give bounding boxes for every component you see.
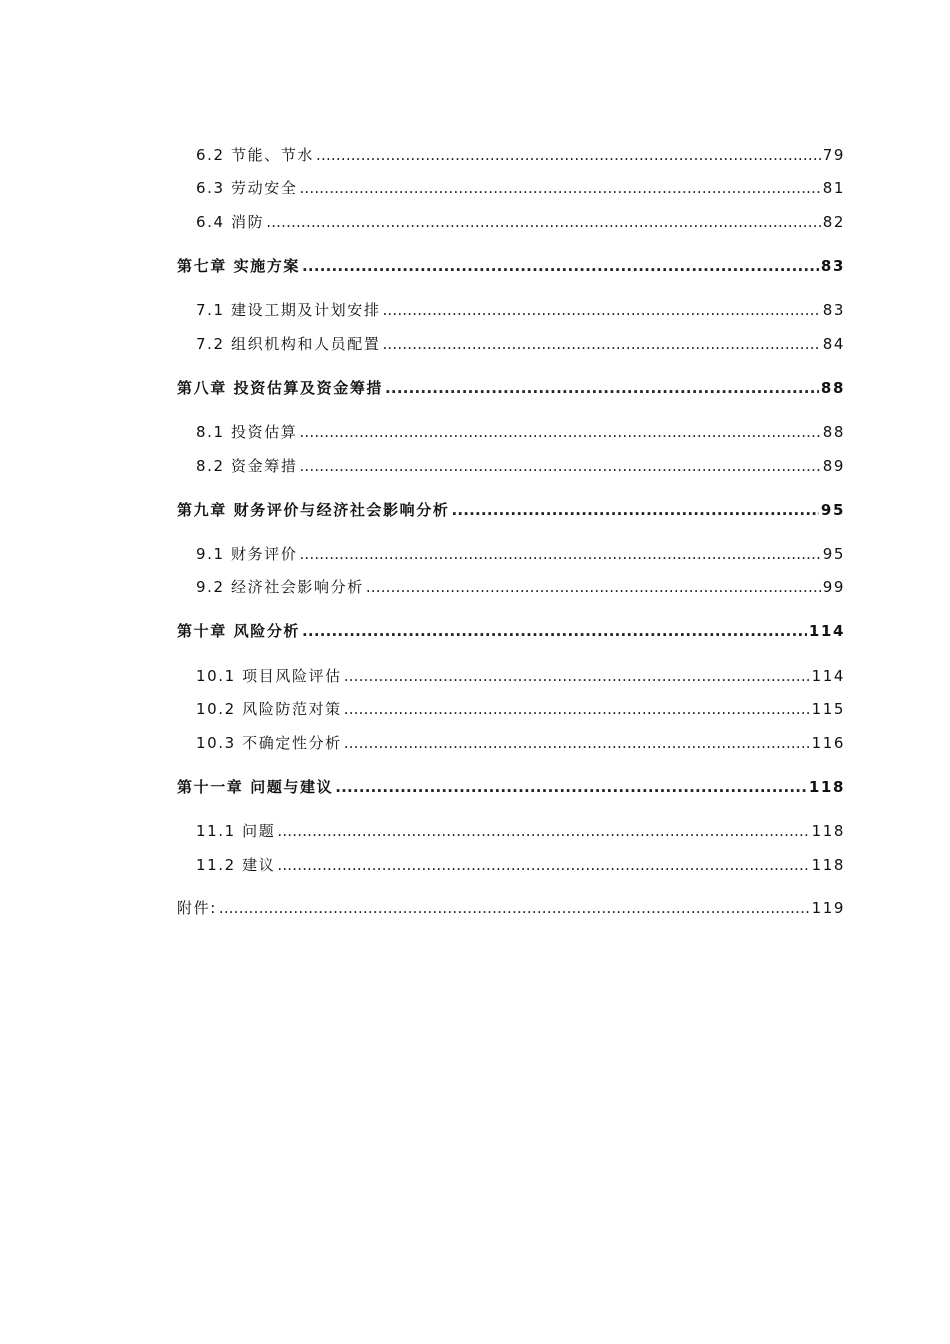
toc-entry-page: 88 — [822, 423, 845, 441]
toc-entry-page: 89 — [822, 457, 845, 475]
toc-chapter-title: 第七章 实施方案 — [177, 257, 301, 275]
toc-chapter-10[interactable] — [177, 621, 845, 641]
toc-entry-title: 附件: — [177, 899, 217, 917]
toc-entry-page: 79 — [822, 146, 845, 164]
toc-leader-dots — [299, 544, 820, 564]
toc-chapter-title: 第九章 财务评价与经济社会影响分析 — [177, 501, 450, 519]
toc-chapter-8[interactable] — [177, 378, 845, 398]
toc-leader-dots — [344, 733, 810, 753]
toc-entry-title: 9.2 经济社会影响分析 — [196, 578, 364, 596]
toc-entry-10-2[interactable] — [196, 699, 845, 719]
toc-entry-10-3[interactable] — [196, 733, 845, 753]
toc-entry-page: 81 — [822, 179, 845, 197]
toc-entry-title: 8.2 资金筹措 — [196, 457, 298, 475]
toc-entry-title: 9.1 财务评价 — [196, 545, 298, 563]
toc-leader-dots — [219, 898, 810, 918]
toc-entry-8-2[interactable] — [196, 456, 845, 476]
toc-leader-dots — [344, 666, 810, 686]
toc-leader-dots — [302, 621, 807, 641]
toc-entry-page: 119 — [811, 899, 845, 917]
toc-chapter-title: 第十一章 问题与建议 — [177, 778, 334, 796]
toc-entry-title: 10.2 风险防范对策 — [196, 700, 342, 718]
toc-leader-dots — [382, 300, 820, 320]
toc-entry-page: 118 — [811, 822, 845, 840]
toc-entry-9-2[interactable] — [196, 577, 845, 597]
toc-entry-6-3[interactable] — [196, 178, 845, 198]
toc-leader-dots — [277, 821, 809, 841]
toc-entry-page: 99 — [822, 578, 845, 596]
toc-chapter-title: 第八章 投资估算及资金筹措 — [177, 379, 384, 397]
toc-entry-9-1[interactable] — [196, 544, 845, 564]
toc-entry-title: 6.4 消防 — [196, 213, 265, 231]
toc-chapter-9[interactable] — [177, 500, 845, 520]
toc-entry-page: 82 — [822, 213, 845, 231]
toc-chapter-page: 83 — [820, 257, 845, 275]
toc-chapter-11[interactable] — [177, 777, 845, 797]
toc-entry-title: 6.2 节能、节水 — [196, 146, 315, 164]
toc-entry-title: 11.1 问题 — [196, 822, 276, 840]
toc-leader-dots — [299, 422, 820, 442]
toc-entry-6-4[interactable] — [196, 212, 845, 232]
toc-appendix[interactable] — [177, 898, 845, 918]
toc-entry-page: 115 — [811, 700, 845, 718]
toc-leader-dots — [316, 145, 821, 165]
toc-chapter-page: 95 — [820, 501, 845, 519]
toc-leader-dots — [385, 378, 819, 398]
toc-entry-title: 10.1 项目风险评估 — [196, 667, 342, 685]
toc-entry-page: 116 — [811, 734, 845, 752]
toc-leader-dots — [335, 777, 807, 797]
toc-entry-page: 114 — [811, 667, 845, 685]
toc-entry-6-2[interactable] — [196, 145, 845, 165]
toc-entry-11-1[interactable] — [196, 821, 845, 841]
toc-leader-dots — [344, 699, 810, 719]
toc-entry-title: 8.1 投资估算 — [196, 423, 298, 441]
toc-leader-dots — [266, 212, 820, 232]
toc-entry-page: 83 — [822, 301, 845, 319]
toc-chapter-page: 114 — [808, 622, 845, 640]
toc-entry-title: 7.2 组织机构和人员配置 — [196, 335, 381, 353]
toc-leader-dots — [299, 178, 820, 198]
toc-entry-7-2[interactable] — [196, 334, 845, 354]
toc-leader-dots — [277, 855, 809, 875]
toc-chapter-7[interactable] — [177, 256, 845, 276]
toc-leader-dots — [299, 456, 820, 476]
toc-entry-title: 11.2 建议 — [196, 856, 276, 874]
toc-leader-dots — [382, 334, 820, 354]
toc-entry-11-2[interactable] — [196, 855, 845, 875]
toc-leader-dots — [302, 256, 819, 276]
toc-entry-page: 84 — [822, 335, 845, 353]
toc-chapter-page: 118 — [808, 778, 845, 796]
toc-entry-page: 95 — [822, 545, 845, 563]
toc-entry-10-1[interactable] — [196, 666, 845, 686]
toc-entry-title: 6.3 劳动安全 — [196, 179, 298, 197]
toc-leader-dots — [451, 500, 818, 520]
toc-chapter-page: 88 — [820, 379, 845, 397]
toc-entry-8-1[interactable] — [196, 422, 845, 442]
toc-entry-page: 118 — [811, 856, 845, 874]
toc-entry-title: 10.3 不确定性分析 — [196, 734, 342, 752]
toc-leader-dots — [366, 577, 821, 597]
toc-entry-title: 7.1 建设工期及计划安排 — [196, 301, 381, 319]
toc-chapter-title: 第十章 风险分析 — [177, 622, 301, 640]
toc-entry-7-1[interactable] — [196, 300, 845, 320]
